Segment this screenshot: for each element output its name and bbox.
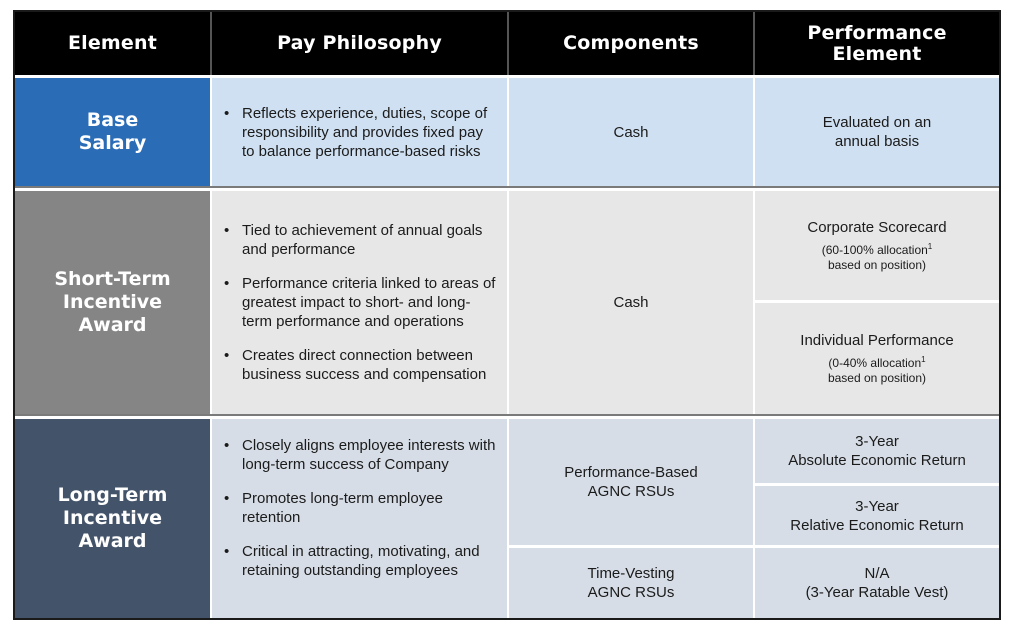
element-long-term-incentive	[15, 419, 210, 618]
header-pay-philosophy	[212, 12, 507, 75]
column-divider	[210, 191, 212, 414]
column-divider	[753, 78, 755, 186]
element-sti-line2: Incentive	[62, 291, 163, 313]
components-performance-based-rsus	[509, 419, 753, 545]
column-divider	[210, 419, 212, 618]
bullet-icon: •	[224, 104, 230, 122]
performance-rsus-line1: Performance-Based	[564, 464, 698, 481]
footnote-marker: 1	[921, 355, 926, 364]
performance-absolute-economic-return	[755, 419, 999, 483]
components-base-salary	[509, 78, 753, 186]
element-lti-line1: Long-Term	[57, 484, 168, 506]
components-short-term-incentive	[509, 191, 753, 414]
relative-return-line2: Relative Economic Return	[790, 516, 964, 534]
bullet-icon: •	[224, 275, 230, 292]
header-components	[509, 12, 753, 75]
header-performance-line2: Element	[832, 42, 922, 65]
column-divider	[210, 78, 212, 186]
performance-corporate-scorecard	[755, 191, 999, 300]
compensation-table	[13, 10, 1001, 620]
philosophy-bullet-text: Promotes long-term employee retention	[242, 489, 443, 526]
performance-rsus-line2: AGNC RSUs	[587, 483, 675, 500]
individual-performance-allocation: (0-40% allocation	[828, 356, 922, 370]
performance-base-salary-line2: annual basis	[834, 133, 920, 150]
absolute-return-line2: Absolute Economic Return	[788, 452, 966, 469]
philosophy-bullet	[224, 221, 499, 259]
header-performance-line1: Performance	[807, 21, 947, 44]
philosophy-bullet-text: Creates direct connection between business success and compensation	[242, 347, 487, 383]
header-components-label: Components	[563, 32, 699, 54]
bullet-icon: •	[224, 542, 230, 560]
philosophy-bullet	[224, 346, 499, 384]
element-lti-line2: Incentive	[62, 507, 163, 529]
philosophy-short-term-incentive	[212, 191, 507, 414]
philosophy-bullet-text: Reflects experience, duties, scope of responsibility and provides fixed pay to balance performance-based risks	[242, 104, 488, 160]
components-base-salary-text: Cash	[613, 123, 649, 141]
footnote-marker: 1	[927, 242, 933, 251]
header-element-label: Element	[67, 32, 158, 54]
bullet-icon: •	[224, 347, 230, 364]
performance-base-salary-line1: Evaluated on an	[822, 114, 932, 131]
time-vesting-rsus-line2: AGNC RSUs	[587, 584, 675, 601]
element-sti-line1: Short-Term	[54, 268, 171, 290]
philosophy-bullet	[224, 436, 499, 474]
philosophy-bullet-text: Tied to achievement of annual goals and performance	[242, 222, 483, 258]
bullet-icon: •	[224, 489, 230, 507]
bullet-icon: •	[224, 222, 230, 239]
individual-performance-note-line1	[828, 356, 925, 371]
individual-performance-note-line2: based on position)	[827, 371, 927, 385]
absolute-return-line1: 3-Year	[855, 433, 899, 450]
performance-na-ratable-vest	[755, 548, 999, 618]
element-base-salary	[15, 78, 210, 186]
element-base-salary-line1: Base	[86, 109, 139, 131]
corporate-scorecard-note-line2: based on position)	[827, 258, 927, 272]
element-sti-line3: Award	[78, 314, 147, 336]
na-line2: (3-Year Ratable Vest)	[805, 584, 949, 601]
philosophy-bullet-text: Closely aligns employee interests with long-term success of Company	[242, 436, 496, 473]
header-divider	[507, 12, 509, 75]
individual-performance-title: Individual Performance	[800, 332, 954, 349]
header-divider	[753, 12, 755, 75]
element-short-term-incentive	[15, 191, 210, 414]
header-divider	[210, 12, 212, 75]
column-divider	[507, 419, 509, 618]
philosophy-bullet	[224, 104, 499, 161]
corporate-scorecard-note-line1	[822, 243, 933, 258]
corporate-scorecard-allocation: (60-100% allocation	[821, 243, 928, 257]
relative-return-line1: 3-Year	[855, 497, 899, 515]
performance-relative-economic-return	[755, 486, 999, 545]
philosophy-bullet	[224, 274, 499, 331]
bullet-icon: •	[224, 436, 230, 454]
column-divider	[507, 78, 509, 186]
header-element	[15, 12, 210, 75]
element-base-salary-line2: Salary	[78, 132, 147, 154]
philosophy-long-term-incentive	[212, 419, 507, 618]
philosophy-bullet-text: Performance criteria linked to areas of greatest impact to short- and long-term performance and operations	[242, 275, 496, 330]
corporate-scorecard-title: Corporate Scorecard	[807, 219, 947, 236]
column-divider	[753, 419, 755, 618]
components-time-vesting-rsus	[509, 548, 753, 618]
philosophy-bullet-text: Critical in attracting, motivating, and retaining outstanding employees	[242, 542, 480, 579]
performance-base-salary	[755, 78, 999, 186]
header-pay-philosophy-label: Pay Philosophy	[277, 32, 442, 54]
philosophy-bullet	[224, 542, 499, 580]
header-performance-element	[755, 12, 999, 75]
philosophy-base-salary	[212, 78, 507, 186]
performance-individual	[755, 303, 999, 414]
column-divider	[753, 191, 755, 414]
column-divider	[507, 191, 509, 414]
na-line1: N/A	[864, 565, 890, 582]
philosophy-bullet	[224, 489, 499, 527]
components-sti-text: Cash	[613, 294, 649, 311]
time-vesting-rsus-line1: Time-Vesting	[587, 565, 675, 582]
element-lti-line3: Award	[78, 530, 147, 552]
